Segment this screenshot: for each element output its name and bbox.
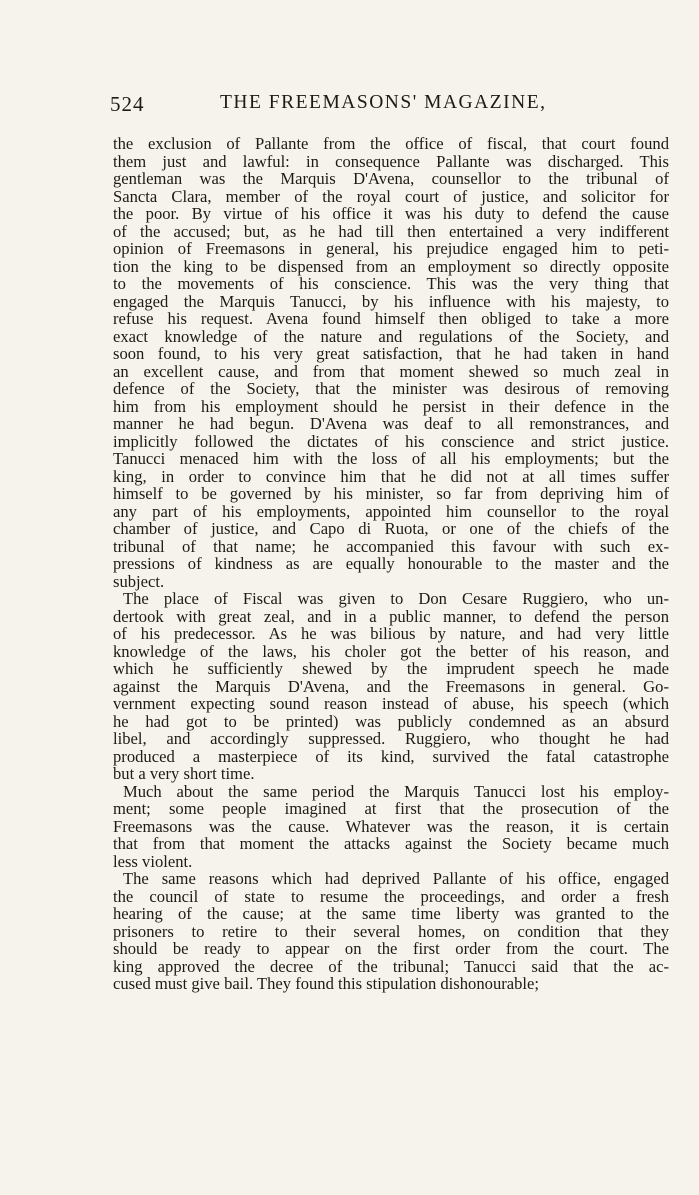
text-line: of the accused; but, as he had till then entertained a very indifferent bbox=[113, 221, 669, 241]
text-line: libel, and accordingly suppressed. Ruggiero, who thought he had bbox=[113, 729, 669, 748]
text-line: Tanucci menaced him with the loss of all his employments; but the bbox=[113, 449, 669, 468]
text-line: opinion of Freemasons in general, his prejudice engaged him to peti- bbox=[113, 239, 669, 258]
body-text bbox=[113, 135, 669, 993]
text-line: tion the king to be dispensed from an employment so directly opposite bbox=[113, 256, 669, 276]
text-line: Much about the same period the Marquis Tanucci lost his employ- bbox=[123, 781, 669, 801]
text-line: himself to be governed by his minister, so far from depriving him of bbox=[113, 484, 669, 503]
text-line: he had got to be printed) was publicly condemned as an absurd bbox=[113, 711, 669, 731]
text-line: The same reasons which had deprived Pallante of his office, engaged bbox=[123, 869, 669, 888]
paragraph bbox=[113, 135, 669, 590]
page-header bbox=[110, 92, 580, 120]
text-line: engaged the Marquis Tanucci, by his influence with his majesty, to bbox=[113, 291, 669, 311]
text-line: chamber of justice, and Capo di Ruota, or one of the chiefs of the bbox=[113, 519, 669, 538]
text-line: manner he had begun. D'Avena was deaf to all remonstrances, and bbox=[113, 414, 669, 433]
text-line: ment; some people imagined at first that the prosecution of the bbox=[113, 799, 669, 818]
text-line: the poor. By virtue of his office it was his duty to defend the cause bbox=[113, 204, 669, 223]
text-line: an excellent cause, and from that moment shewed so much zeal in bbox=[113, 361, 669, 381]
text-line: to the movements of his conscience. This was the very thing that bbox=[113, 274, 669, 293]
text-line: vernment expecting sound reason instead of abuse, his speech (which bbox=[113, 694, 669, 713]
text-line: the exclusion of Pallante from the office of fiscal, that court found bbox=[113, 134, 669, 153]
paragraph bbox=[113, 870, 669, 993]
text-line: king, in order to convince him that he did not at all times suffer bbox=[113, 466, 669, 486]
text-line: Freemasons was the cause. Whatever was the reason, it is certain bbox=[113, 816, 669, 836]
text-line: defence of the Society, that the minister was desirous of removing bbox=[113, 379, 669, 398]
page-number: 524 bbox=[110, 92, 145, 116]
text-line: prisoners to retire to their several homes, on condition that they bbox=[113, 921, 669, 941]
text-line: the council of state to resume the proceedings, and order a fresh bbox=[113, 886, 669, 906]
text-line: less violent. bbox=[113, 851, 193, 871]
text-line: exact knowledge of the nature and regulations of the Society, and bbox=[113, 326, 669, 346]
text-line: should be ready to appear on the first order from the court. The bbox=[113, 939, 669, 958]
text-line: The place of Fiscal was given to Don Cesare Ruggiero, who un- bbox=[123, 589, 669, 608]
text-line: that from that moment the attacks against the Society became much bbox=[113, 834, 669, 853]
text-line: them just and lawful: in consequence Pallante was discharged. This bbox=[113, 151, 669, 171]
text-line: knowledge of the laws, his choler got the better of his reason, and bbox=[113, 641, 669, 661]
text-line: subject. bbox=[113, 571, 165, 591]
text-line: king approved the decree of the tribunal; Tanucci said that the ac- bbox=[113, 956, 669, 976]
text-line: against the Marquis D'Avena, and the Freemasons in general. Go- bbox=[113, 676, 669, 696]
running-title: THE FREEMASONS' MAGAZINE, bbox=[220, 92, 547, 113]
text-line: hearing of the cause; at the same time liberty was granted to the bbox=[113, 904, 669, 923]
text-line: dertook with great zeal, and in a public manner, to defend the person bbox=[113, 606, 669, 626]
text-line: cused must give bail. They found this stipulation dishonourable; bbox=[113, 974, 540, 993]
text-line: tribunal of that name; he accompanied this favour with such ex- bbox=[113, 536, 669, 556]
text-line: Sancta Clara, member of the royal court of justice, and solicitor for bbox=[113, 186, 669, 206]
text-line: of his predecessor. As he was bilious by nature, and had very little bbox=[113, 624, 669, 643]
paragraph bbox=[113, 590, 669, 783]
paragraph bbox=[113, 783, 669, 871]
text-line: implicitly followed the dictates of his conscience and strict justice. bbox=[113, 431, 669, 451]
text-line: gentleman was the Marquis D'Avena, counsellor to the tribunal of bbox=[113, 169, 669, 188]
text-line: pressions of kindness as are equally honourable to the master and the bbox=[113, 554, 669, 573]
text-line: but a very short time. bbox=[113, 764, 255, 783]
text-line: soon found, to his very great satisfaction, that he had taken in hand bbox=[113, 344, 669, 363]
text-line: which he sufficiently shewed by the imprudent speech he made bbox=[113, 659, 669, 678]
text-line: refuse his request. Avena found himself then obliged to take a more bbox=[113, 309, 669, 328]
text-line: produced a masterpiece of its kind, survived the fatal catastrophe bbox=[113, 746, 669, 766]
text-line: any part of his employments, appointed him counsellor to the royal bbox=[113, 501, 669, 521]
text-line: him from his employment should he persist in their defence in the bbox=[113, 396, 669, 416]
